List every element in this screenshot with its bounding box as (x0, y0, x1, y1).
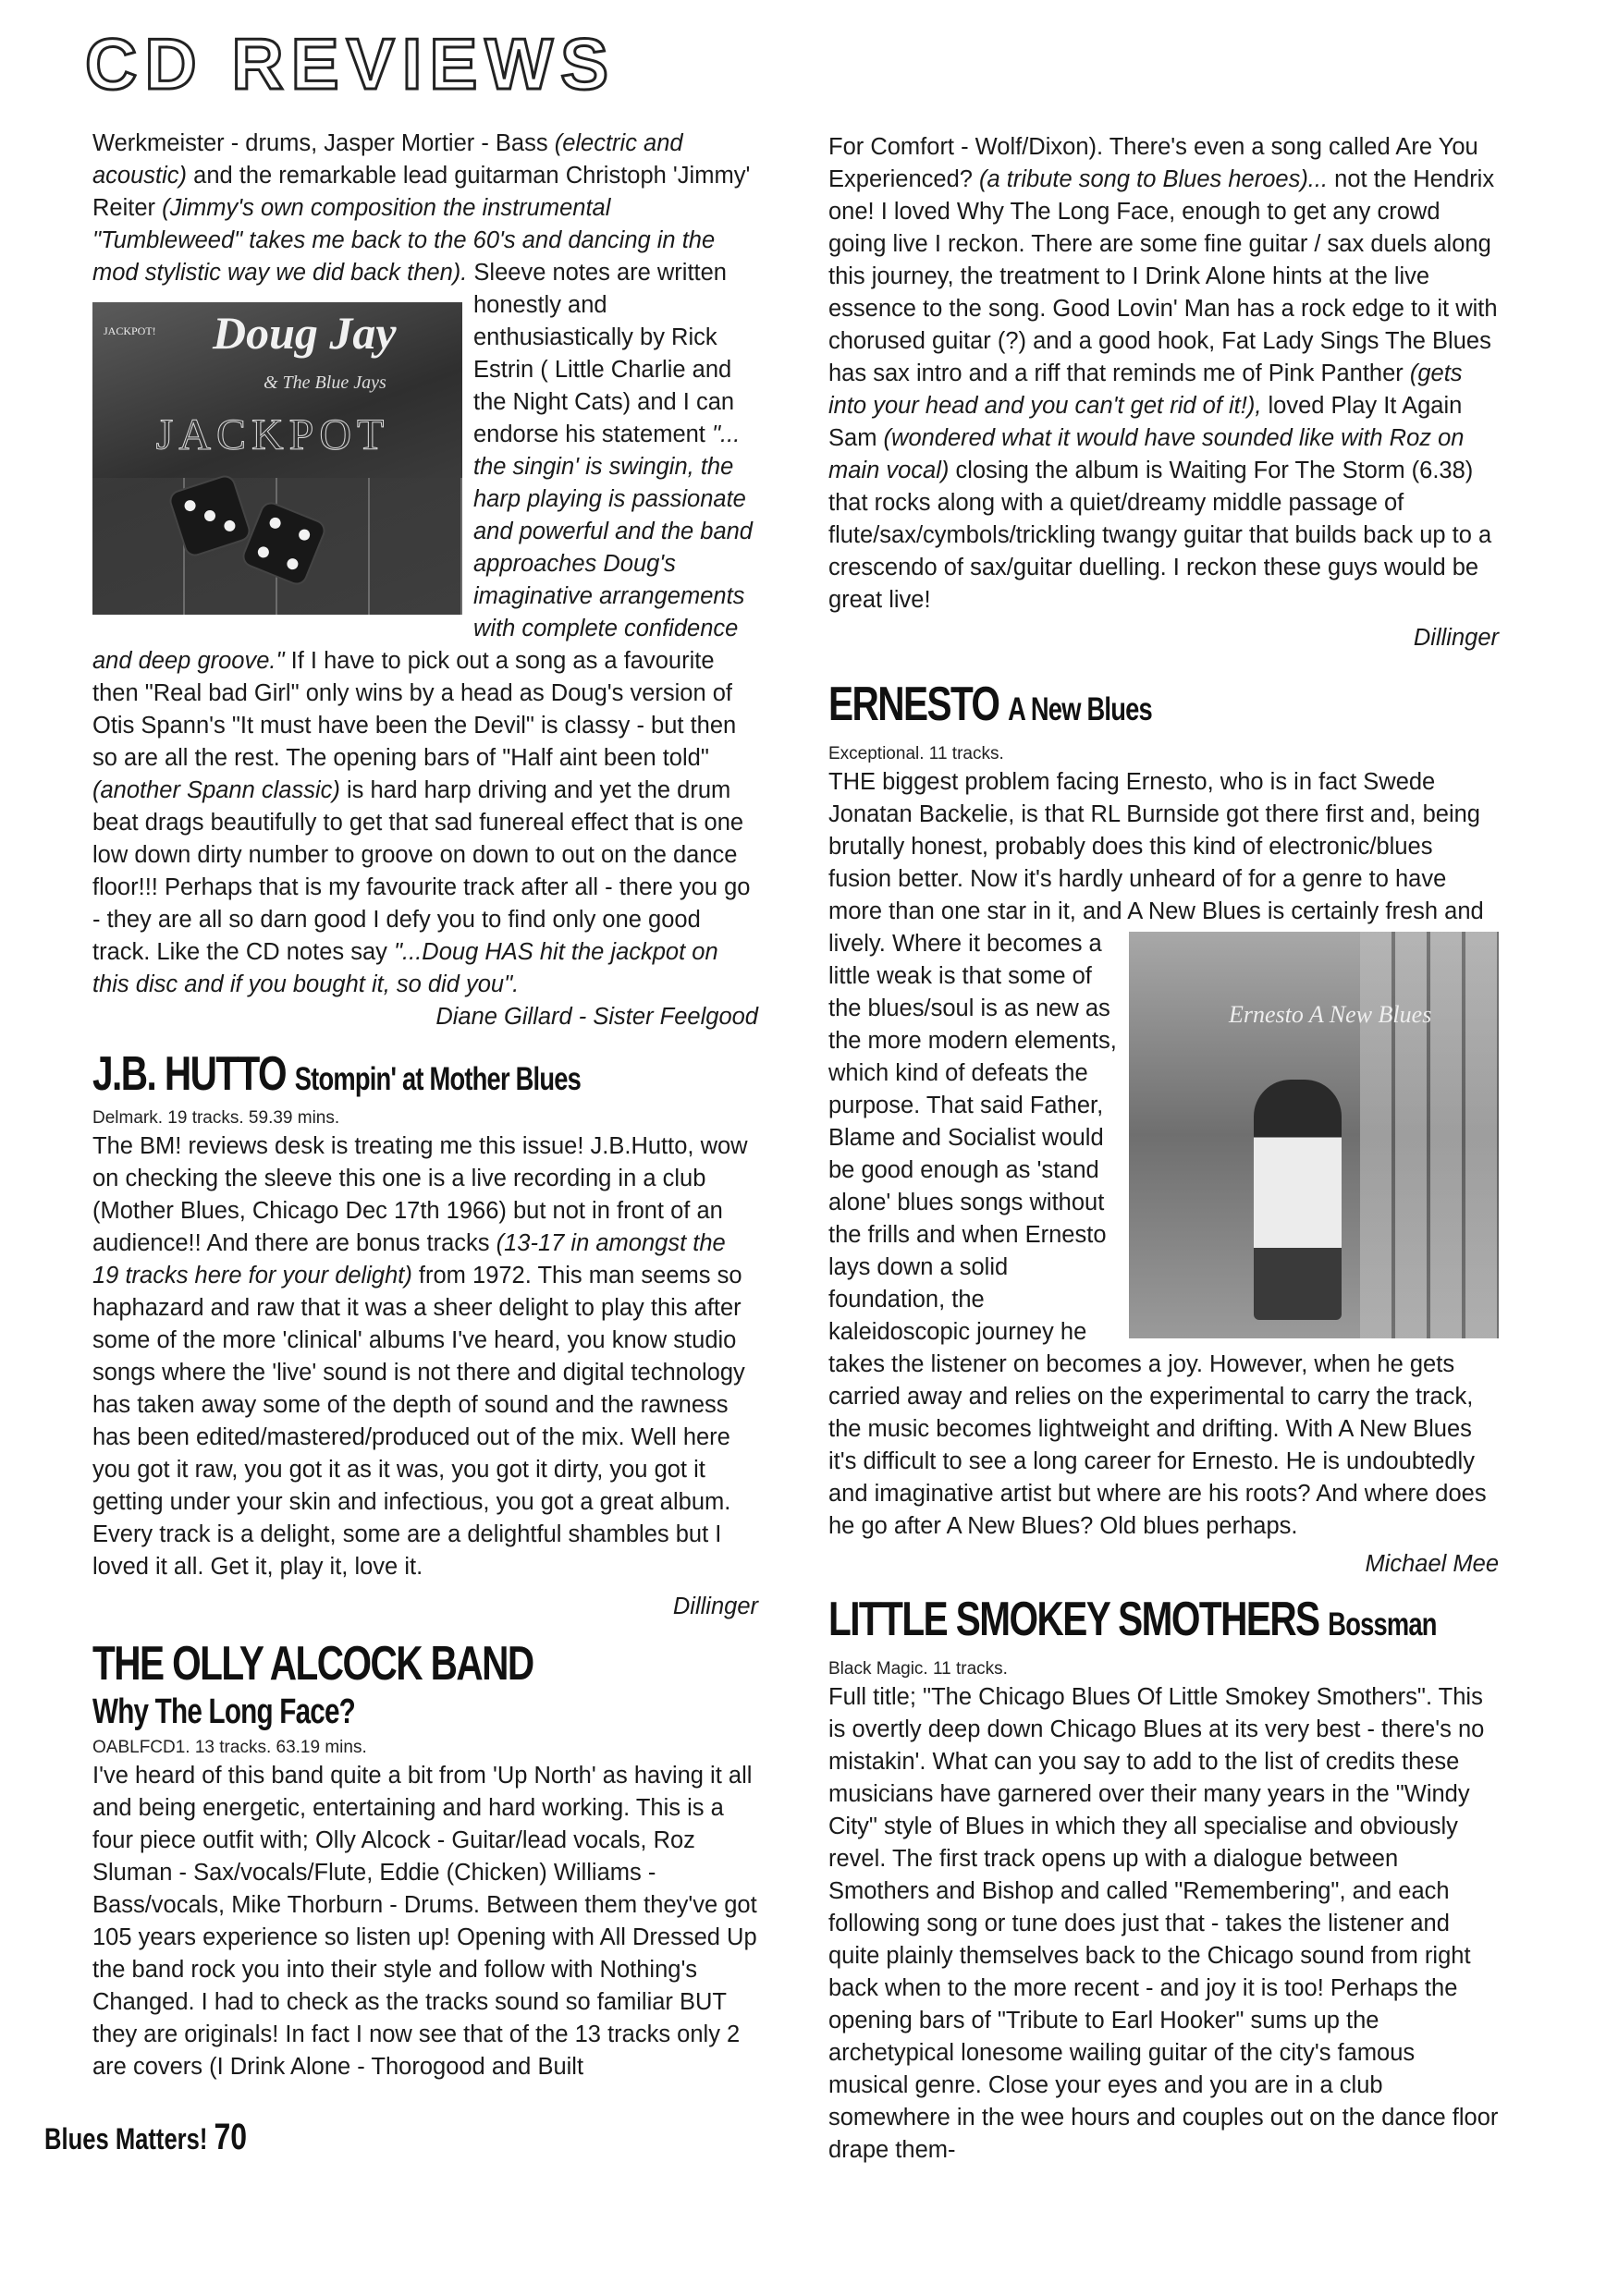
text-span: is hard harp driving and yet the drum beat drags beautifully to get that sad funereal effect that is one low down dirty number to groove on down to out on the dance floor!!! Perhaps that is my favourite track after all - there you go - they are all so darn good I defy you to find only one good track. Like the CD notes say (92, 777, 751, 965)
album-title: Stompin' at Mother Blues (294, 1061, 582, 1097)
page-number: 70 (214, 2117, 248, 2157)
label-info: Exceptional. 11 tracks. (828, 744, 1004, 764)
text-span: (gets into your head and you can't get rid of it!), (828, 360, 1463, 419)
text-span: If I have to pick out a song as a favourite then "Real bad Girl" only wins by a head as Doug's version of Otis Spann's "It must have been the Devil" is classy - but then so are all the rest. The opening bars of "Half aint been told" (92, 648, 737, 771)
cover-title: Ernesto A New Blues (1229, 1001, 1432, 1029)
review-heading (92, 1048, 612, 1101)
cover-artist: Doug Jay (213, 307, 397, 359)
reviewer: Dillinger (1413, 625, 1499, 651)
artist-name: ERNESTO (828, 678, 999, 731)
window-backdrop (1360, 932, 1499, 1338)
reviewer: Diane Gillard - Sister Feelgood (435, 1004, 758, 1030)
text-span: (13-17 in amongst the 19 tracks here for your delight) (92, 1230, 726, 1289)
text-span: not the Hendrix one! I loved Why The Long Face, enough to get any crowd going live I reckon. There are some fine guitar / sax duels along this journey, the treatment to I Drink Alone hints at the live essence to the song. Good Lovin' Man has a rock edge to it with chorused guitar (?) and a good hook, Fat Lady Sings The Blues has sax intro and a riff that reminds me of Pink Panther (828, 166, 1498, 386)
artist-photo (1254, 1080, 1342, 1320)
review-heading (828, 678, 1352, 731)
right-column (828, 131, 1499, 2167)
artist-name: THE OLLY ALCOCK BAND (92, 1637, 533, 1691)
text-span: For Comfort - Wolf/Dixon). There's even a song called Are You Experienced? (828, 134, 1478, 192)
left-column (92, 128, 758, 2083)
reviewer: Michael Mee (1365, 1551, 1499, 1578)
text-span: Sleeve notes are written honestly and enthusiastically by Rick Estrin ( Little Charlie and the Night Cats) and I can endorse his statement (473, 260, 735, 447)
artist-name: LITTLE SMOKEY SMOTHERS (828, 1593, 1319, 1647)
text-span: "... the singin' is swingin, the harp playing is passionate and powerful and the band approaches Doug's imaginative arrangements with complete confidence and deep groove." (92, 421, 753, 674)
album-title: A New Blues (1008, 691, 1152, 727)
magazine-name: Blues Matters! (44, 2122, 208, 2156)
review-text (828, 131, 1499, 617)
label-info: Black Magic. 11 tracks. (828, 1659, 1008, 1679)
album-cover-ernesto (1129, 932, 1499, 1338)
album-title: Why The Long Face? (92, 1692, 356, 1732)
page-footer (44, 2117, 247, 2158)
review-smokey-smothers (828, 1594, 1499, 2167)
reviewer: Dillinger (672, 1594, 758, 1620)
text-span: closing the album is Waiting For The Storm (6.38) that rocks along with a quiet/dreamy middle passage of flute/sax/cymbols/trickling twangy guitar that builds back up to a crescendo of sax/guitar duelling. I reckon these guys would be great live! (828, 458, 1492, 613)
label-info: OABLFCD1. 13 tracks. 63.19 mins. (92, 1738, 367, 1758)
text-span: Where it becomes a little weak is that some of the blues/soul is as new as the more modern elements, which kind of defeats the purpose. That said Father, Blame and Socialist would be good enough as 'stand alone' blues songs without the frills and when Ernesto lays down a solid foundation, the kaleidoscopic journey he takes the listener on becomes a joy. However, when he gets carried away and relies on the experimental to carry the track, the music becomes lightweight and drifting. With A New Blues it's difficult to see a long career for Ernesto. He is undoubtedly and imaginative artist but where are his roots? And where does he go after A New Blues? Old blues perhaps. (828, 931, 1487, 1540)
text-span: (another Spann classic) (92, 777, 340, 803)
review-text (92, 1130, 758, 1583)
review-olly-alcock (92, 1638, 758, 2083)
review-text: I've heard of this band quite a bit from 'Up North' as having it all and being energetic, entertaining and hard working. This is a four piece outfit with; Olly Alcock - Guitar/lead vocals, Roz Sluman - Sax/vocals/Flute, Eddie (Chicken) Williams - Bass/vocals, Mike Thorburn - Drums. Between them they've got 105 years experience so listen up! Opening with All Dressed Up the band rock you into their style and follow with Nothing's Changed. I had to check as the tracks sound so familiar BUT they are originals! In fact I now see that of the 13 tracks only 2 are covers (I Drink Alone - Thorogood and Built (92, 1763, 757, 2081)
cover-title: JACKPOT (155, 410, 390, 459)
artist-name: J.B. HUTTO (92, 1047, 287, 1101)
review-jb-hutto (92, 1048, 758, 1623)
text-span: (electric and acoustic) (92, 130, 683, 189)
review-text (828, 766, 1499, 1543)
cover-badge: JACKPOT! (104, 324, 156, 337)
text-span: "...Doug HAS hit the jackpot on this disc and if you bought it, so did you". (92, 939, 718, 997)
review-doug-jay (92, 128, 758, 1033)
text-span: The BM! reviews desk is treating me this issue! J.B.Hutto, wow on checking the sleeve this one is a live recording in a club (Mother Blues, Chicago Dec 17th 1966) but not in front of an audience!! And there are bonus tracks (92, 1133, 748, 1257)
text-span: THE biggest problem facing Ernesto, who is in fact Swede Jonatan Backelie, is that RL Burnside got there first and, being brutally honest, probably does this kind of electronic/blues fusion better. Now it's hardly unheard of for a genre to have more than one star in it, and A New Blues is certainly fresh and lively. (828, 769, 1484, 958)
page-title: CD REVIEWS (85, 23, 617, 104)
text-span: (wondered what it would have sounded like with Roz on main vocal) (828, 425, 1465, 483)
text-span: (Jimmy's own composition the instrumental "Tumbleweed" takes me back to the 60's and dancing in the mod stylistic way we did back then). (92, 195, 716, 286)
album-title: Bossman (1328, 1606, 1437, 1643)
text-span: Werkmeister - drums, Jasper Mortier - Bass (92, 130, 555, 156)
album-cover-doug-jay (92, 302, 462, 615)
text-span: from 1972. This man seems so haphazard and raw that it was a sheer delight to play this after some of the more 'clinical' albums I've heard, you know studio songs where the 'live' sound is not there and digital technology has taken away some of the depth of sound and the rawness has been edited/mastered/produced out of the mix. Well here you got it raw, you got it as it was, you got it dirty, you got it getting under your skin and infectious, you got a great album. Every track is a delight, some are a delightful shambles but I loved it all. Get it, play it, love it. (92, 1263, 745, 1581)
text-span: (a tribute song to Blues heroes)... (979, 166, 1329, 192)
review-text (92, 128, 758, 1001)
review-heading (828, 1593, 1437, 1647)
label-info: Delmark. 19 tracks. 59.39 mins. (92, 1108, 340, 1129)
text-span: and the remarkable lead guitarman Christoph 'Jimmy' Reiter (92, 163, 751, 221)
review-ernesto (828, 678, 1499, 1581)
cover-band: & The Blue Jays (264, 372, 386, 393)
text-span: loved Play It Again Sam (828, 393, 1463, 451)
review-olly-alcock-continued (828, 131, 1499, 654)
review-text: Full title; "The Chicago Blues Of Little Smokey Smothers". This is overtly deep down Chicago Blues at its very best - there's no mistakin'. What can you say to add to the list of credits these musicians have garnered over their many years in the "Windy City" style of Blues in which they all specialise and obviously revel. The first track opens up with a dialogue between Smothers and Bishop and called "Remembering", and each following song or tune does just that - takes the listener and quite plainly themselves back to the Chicago sound from right back when to the more recent - and joy it is too! Perhaps the opening bars of "Tribute to Earl Hooker" sums up the archetypical lonesome wailing guitar of the city's famous musical genre. Close your eyes and you are in a club somewhere in the wee hours and couples out on the dance floor drape them- (828, 1684, 1499, 2164)
